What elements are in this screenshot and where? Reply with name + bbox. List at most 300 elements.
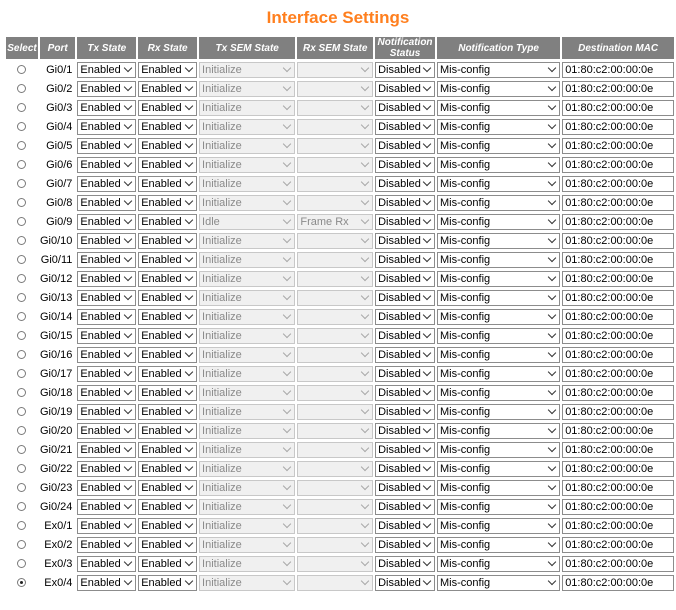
tx-state-select[interactable]	[77, 499, 136, 515]
notification-status-select[interactable]	[375, 537, 435, 553]
rx-state-select[interactable]	[138, 575, 197, 591]
table-row	[6, 498, 674, 515]
tx-state-select[interactable]	[77, 366, 136, 382]
select-radio[interactable]	[17, 521, 26, 530]
notification-status-select[interactable]	[375, 480, 435, 496]
notification-type-select[interactable]	[437, 138, 560, 154]
tx-state-select[interactable]	[77, 518, 136, 534]
rx-state-cell	[138, 536, 197, 553]
tx-state-select[interactable]	[77, 404, 136, 420]
notification-type-select[interactable]	[437, 461, 560, 477]
tx-state-select[interactable]	[77, 100, 136, 116]
chevron-down-icon	[422, 197, 432, 209]
notification-type-select[interactable]	[437, 480, 560, 496]
rx-state-cell	[138, 99, 197, 116]
tx-state-cell	[77, 403, 136, 420]
rx-state-select[interactable]	[138, 138, 197, 154]
destination-mac-cell	[562, 308, 674, 325]
tx-state-select[interactable]	[77, 195, 136, 211]
rx-sem-state-select	[297, 366, 373, 382]
tx-state-select[interactable]	[77, 157, 136, 173]
select-radio[interactable]	[17, 502, 26, 511]
rx-state-select[interactable]	[138, 404, 197, 420]
chevron-down-icon	[360, 235, 370, 247]
rx-state-select[interactable]	[138, 100, 197, 116]
notification-type-select[interactable]	[437, 575, 560, 591]
destination-mac-input[interactable]: 01:80:c2:00:00:0e	[562, 347, 674, 363]
header-rx-state: Rx State	[138, 37, 197, 59]
tx-state-value: Enabled	[80, 272, 121, 285]
tx-state-cell	[77, 441, 136, 458]
rx-sem-state-select	[297, 442, 373, 458]
chevron-down-icon	[184, 368, 194, 380]
notification-type-value: Mis-config	[440, 82, 491, 95]
notification-type-select[interactable]	[437, 309, 560, 325]
page-title: Interface Settings	[266, 8, 410, 27]
tx-state-cell	[77, 80, 136, 97]
chevron-down-icon	[123, 463, 133, 475]
port-label: Gi0/8	[40, 194, 75, 211]
notification-status-select[interactable]	[375, 309, 435, 325]
tx-state-value: Enabled	[80, 63, 121, 76]
destination-mac-input[interactable]: 01:80:c2:00:00:0e	[562, 385, 674, 401]
rx-state-select[interactable]	[138, 480, 197, 496]
destination-mac-input[interactable]: 01:80:c2:00:00:0e	[562, 480, 674, 496]
rx-state-cell	[138, 80, 197, 97]
notification-status-select[interactable]	[375, 385, 435, 401]
destination-mac-cell	[562, 99, 674, 116]
rx-sem-state-select	[297, 81, 373, 97]
select-cell	[6, 479, 38, 496]
notification-status-select[interactable]	[375, 81, 435, 97]
notification-type-cell	[437, 232, 560, 249]
select-radio[interactable]	[17, 65, 26, 74]
notification-status-select[interactable]	[375, 518, 435, 534]
rx-sem-state-cell	[297, 498, 373, 515]
destination-mac-input[interactable]: 01:80:c2:00:00:0e	[562, 195, 674, 211]
table-row	[6, 137, 674, 154]
notification-type-select[interactable]	[437, 518, 560, 534]
notification-type-select[interactable]	[437, 404, 560, 420]
notification-type-select[interactable]	[437, 81, 560, 97]
select-radio[interactable]	[17, 274, 26, 283]
rx-state-select[interactable]	[138, 157, 197, 173]
destination-mac-input[interactable]: 01:80:c2:00:00:0e	[562, 233, 674, 249]
select-radio[interactable]	[17, 217, 26, 226]
notification-type-select[interactable]	[437, 233, 560, 249]
select-radio[interactable]	[17, 464, 26, 473]
notification-status-select[interactable]	[375, 423, 435, 439]
rx-state-select[interactable]	[138, 347, 197, 363]
notification-type-cell	[437, 213, 560, 230]
select-radio[interactable]	[17, 350, 26, 359]
tx-state-select[interactable]	[77, 347, 136, 363]
notification-status-select[interactable]	[375, 252, 435, 268]
notification-type-value: Mis-config	[440, 500, 491, 513]
tx-sem-state-cell	[199, 99, 295, 116]
destination-mac-input[interactable]: 01:80:c2:00:00:0e	[562, 461, 674, 477]
rx-state-select[interactable]	[138, 195, 197, 211]
tx-sem-state-cell	[199, 251, 295, 268]
tx-state-select[interactable]	[77, 328, 136, 344]
tx-state-select[interactable]	[77, 271, 136, 287]
tx-state-cell	[77, 270, 136, 287]
rx-sem-state-cell	[297, 232, 373, 249]
notification-type-cell	[437, 384, 560, 401]
tx-sem-state-cell	[199, 118, 295, 135]
chevron-down-icon	[422, 482, 432, 494]
destination-mac-input[interactable]: 01:80:c2:00:00:0e	[562, 157, 674, 173]
notification-status-value: Disabled	[378, 329, 421, 342]
tx-state-select[interactable]	[77, 176, 136, 192]
notification-status-select[interactable]	[375, 347, 435, 363]
notification-status-select[interactable]	[375, 556, 435, 572]
tx-state-select[interactable]	[77, 442, 136, 458]
rx-state-select[interactable]	[138, 81, 197, 97]
select-radio[interactable]	[17, 426, 26, 435]
rx-state-select[interactable]	[138, 366, 197, 382]
chevron-down-icon	[547, 349, 557, 361]
tx-state-select[interactable]	[77, 214, 136, 230]
select-radio[interactable]	[17, 255, 26, 264]
notification-type-select[interactable]	[437, 499, 560, 515]
rx-state-select[interactable]	[138, 176, 197, 192]
destination-mac-input[interactable]: 01:80:c2:00:00:0e	[562, 62, 674, 78]
select-radio[interactable]	[17, 312, 26, 321]
notification-status-select[interactable]	[375, 233, 435, 249]
tx-state-value: Enabled	[80, 424, 121, 437]
notification-status-cell	[375, 232, 435, 249]
tx-state-select[interactable]	[77, 461, 136, 477]
header-select: Select	[6, 37, 38, 59]
destination-mac-input[interactable]: 01:80:c2:00:00:0e	[562, 309, 674, 325]
notification-status-value: Disabled	[378, 253, 421, 266]
notification-type-select[interactable]	[437, 328, 560, 344]
select-cell	[6, 194, 38, 211]
notification-status-value: Disabled	[378, 139, 421, 152]
notification-status-select[interactable]	[375, 119, 435, 135]
tx-state-cell	[77, 327, 136, 344]
chevron-down-icon	[422, 425, 432, 437]
tx-state-select[interactable]	[77, 119, 136, 135]
chevron-down-icon	[282, 501, 292, 513]
chevron-down-icon	[282, 83, 292, 95]
tx-sem-state-select	[199, 100, 295, 116]
tx-state-cell	[77, 365, 136, 382]
tx-sem-state-select	[199, 271, 295, 287]
rx-sem-state-cell	[297, 574, 373, 591]
notification-status-value: Disabled	[378, 177, 421, 190]
rx-sem-state-select	[297, 271, 373, 287]
chevron-down-icon	[184, 83, 194, 95]
notification-type-cell	[437, 99, 560, 116]
select-radio[interactable]	[17, 198, 26, 207]
destination-mac-input[interactable]: 01:80:c2:00:00:0e	[562, 176, 674, 192]
tx-state-select[interactable]	[77, 62, 136, 78]
destination-mac-input[interactable]: 01:80:c2:00:00:0e	[562, 423, 674, 439]
destination-mac-input[interactable]: 01:80:c2:00:00:0e	[562, 138, 674, 154]
rx-state-select[interactable]	[138, 518, 197, 534]
notification-type-cell	[437, 517, 560, 534]
destination-mac-input[interactable]: 01:80:c2:00:00:0e	[562, 119, 674, 135]
rx-state-select[interactable]	[138, 271, 197, 287]
tx-state-select[interactable]	[77, 252, 136, 268]
chevron-down-icon	[422, 406, 432, 418]
tx-state-value: Enabled	[80, 158, 121, 171]
destination-mac-input[interactable]: 01:80:c2:00:00:0e	[562, 366, 674, 382]
notification-status-select[interactable]	[375, 195, 435, 211]
rx-state-select[interactable]	[138, 537, 197, 553]
rx-state-select[interactable]	[138, 252, 197, 268]
tx-state-value: Enabled	[80, 367, 121, 380]
tx-state-select[interactable]	[77, 537, 136, 553]
notification-status-value: Disabled	[378, 519, 421, 532]
notification-status-select[interactable]	[375, 290, 435, 306]
select-cell	[6, 270, 38, 287]
tx-sem-state-cell	[199, 574, 295, 591]
chevron-down-icon	[360, 216, 370, 228]
destination-mac-input[interactable]: 01:80:c2:00:00:0e	[562, 271, 674, 287]
notification-type-value: Mis-config	[440, 443, 491, 456]
destination-mac-cell	[562, 156, 674, 173]
destination-mac-cell	[562, 460, 674, 477]
rx-state-select[interactable]	[138, 556, 197, 572]
chevron-down-icon	[184, 406, 194, 418]
destination-mac-input[interactable]: 01:80:c2:00:00:0e	[562, 499, 674, 515]
notification-status-select[interactable]	[375, 461, 435, 477]
tx-state-cell	[77, 194, 136, 211]
notification-type-select[interactable]	[437, 290, 560, 306]
rx-state-select[interactable]	[138, 214, 197, 230]
destination-mac-input[interactable]: 01:80:c2:00:00:0e	[562, 404, 674, 420]
notification-type-select[interactable]	[437, 366, 560, 382]
rx-sem-state-select	[297, 461, 373, 477]
select-cell	[6, 327, 38, 344]
select-radio[interactable]	[17, 369, 26, 378]
rx-state-value: Enabled	[141, 443, 182, 456]
rx-state-select[interactable]	[138, 309, 197, 325]
chevron-down-icon	[123, 273, 133, 285]
notification-type-select[interactable]	[437, 119, 560, 135]
tx-state-value: Enabled	[80, 576, 121, 589]
notification-status-select[interactable]	[375, 176, 435, 192]
notification-status-select[interactable]	[375, 62, 435, 78]
notification-type-select[interactable]	[437, 195, 560, 211]
chevron-down-icon	[422, 178, 432, 190]
chevron-down-icon	[422, 273, 432, 285]
destination-mac-cell	[562, 365, 674, 382]
notification-status-select[interactable]	[375, 442, 435, 458]
notification-type-select[interactable]	[437, 442, 560, 458]
tx-state-select[interactable]	[77, 290, 136, 306]
select-radio[interactable]	[17, 293, 26, 302]
notification-status-select[interactable]	[375, 138, 435, 154]
chevron-down-icon	[184, 539, 194, 551]
port-label: Gi0/6	[40, 156, 75, 173]
tx-state-value: Enabled	[80, 462, 121, 475]
port-label: Gi0/4	[40, 118, 75, 135]
notification-status-value: Disabled	[378, 500, 421, 513]
tx-state-select[interactable]	[77, 81, 136, 97]
rx-state-select[interactable]	[138, 423, 197, 439]
tx-state-select[interactable]	[77, 575, 136, 591]
rx-sem-state-cell	[297, 118, 373, 135]
chevron-down-icon	[360, 482, 370, 494]
notification-type-select[interactable]	[437, 176, 560, 192]
rx-state-select[interactable]	[138, 328, 197, 344]
notification-type-select[interactable]	[437, 214, 560, 230]
select-radio[interactable]	[17, 483, 26, 492]
table-row	[6, 536, 674, 553]
select-radio[interactable]	[17, 559, 26, 568]
destination-mac-input[interactable]: 01:80:c2:00:00:0e	[562, 252, 674, 268]
notification-status-cell	[375, 384, 435, 401]
notification-type-select[interactable]	[437, 385, 560, 401]
chevron-down-icon	[184, 235, 194, 247]
destination-mac-input[interactable]: 01:80:c2:00:00:0e	[562, 81, 674, 97]
notification-status-value: Disabled	[378, 158, 421, 171]
tx-sem-state-value: Initialize	[202, 462, 242, 475]
tx-state-value: Enabled	[80, 500, 121, 513]
chevron-down-icon	[360, 254, 370, 266]
rx-state-cell	[138, 308, 197, 325]
tx-sem-state-value: Initialize	[202, 538, 242, 551]
chevron-down-icon	[123, 349, 133, 361]
header-tx-state: Tx State	[77, 37, 136, 59]
destination-mac-input[interactable]: 01:80:c2:00:00:0e	[562, 442, 674, 458]
select-radio[interactable]	[17, 331, 26, 340]
rx-state-select[interactable]	[138, 290, 197, 306]
chevron-down-icon	[422, 520, 432, 532]
rx-sem-state-select	[297, 423, 373, 439]
notification-status-select[interactable]	[375, 499, 435, 515]
rx-state-value: Enabled	[141, 519, 182, 532]
chevron-down-icon	[282, 197, 292, 209]
select-radio[interactable]	[17, 179, 26, 188]
notification-type-select[interactable]	[437, 347, 560, 363]
rx-state-select[interactable]	[138, 233, 197, 249]
notification-type-select[interactable]	[437, 252, 560, 268]
tx-state-cell	[77, 137, 136, 154]
rx-state-select[interactable]	[138, 385, 197, 401]
select-radio[interactable]	[17, 141, 26, 150]
rx-sem-state-select	[297, 62, 373, 78]
select-radio[interactable]	[17, 160, 26, 169]
destination-mac-input[interactable]: 01:80:c2:00:00:0e	[562, 575, 674, 591]
chevron-down-icon	[422, 311, 432, 323]
tx-state-select[interactable]	[77, 138, 136, 154]
select-radio[interactable]	[17, 388, 26, 397]
tx-state-select[interactable]	[77, 480, 136, 496]
notification-status-select[interactable]	[375, 404, 435, 420]
chevron-down-icon	[360, 83, 370, 95]
notification-type-select[interactable]	[437, 62, 560, 78]
notification-status-select[interactable]	[375, 214, 435, 230]
select-radio[interactable]	[17, 578, 26, 587]
chevron-down-icon	[184, 311, 194, 323]
notification-status-value: Disabled	[378, 291, 421, 304]
notification-status-select[interactable]	[375, 157, 435, 173]
notification-type-cell	[437, 536, 560, 553]
notification-type-cell	[437, 289, 560, 306]
rx-sem-state-cell	[297, 61, 373, 78]
rx-sem-state-cell	[297, 99, 373, 116]
table-row	[6, 156, 674, 173]
notification-type-select[interactable]	[437, 271, 560, 287]
destination-mac-input[interactable]: 01:80:c2:00:00:0e	[562, 328, 674, 344]
notification-type-value: Mis-config	[440, 405, 491, 418]
select-radio[interactable]	[17, 122, 26, 131]
select-radio[interactable]	[17, 236, 26, 245]
rx-state-select[interactable]	[138, 119, 197, 135]
tx-state-select[interactable]	[77, 233, 136, 249]
rx-state-select[interactable]	[138, 499, 197, 515]
tx-state-select[interactable]	[77, 556, 136, 572]
tx-state-cell	[77, 536, 136, 553]
tx-state-select[interactable]	[77, 423, 136, 439]
tx-sem-state-value: Initialize	[202, 557, 242, 570]
select-cell	[6, 232, 38, 249]
rx-state-select[interactable]	[138, 62, 197, 78]
destination-mac-input[interactable]: 01:80:c2:00:00:0e	[562, 518, 674, 534]
tx-state-select[interactable]	[77, 385, 136, 401]
tx-state-value: Enabled	[80, 519, 121, 532]
rx-state-cell	[138, 498, 197, 515]
tx-state-select[interactable]	[77, 309, 136, 325]
header-tx-sem-state: Tx SEM State	[199, 37, 295, 59]
notification-type-select[interactable]	[437, 157, 560, 173]
notification-type-select[interactable]	[437, 423, 560, 439]
notification-type-value: Mis-config	[440, 481, 491, 494]
destination-mac-input[interactable]: 01:80:c2:00:00:0e	[562, 556, 674, 572]
destination-mac-input[interactable]: 01:80:c2:00:00:0e	[562, 214, 674, 230]
destination-mac-input[interactable]: 01:80:c2:00:00:0e	[562, 537, 674, 553]
notification-status-select[interactable]	[375, 366, 435, 382]
notification-status-select[interactable]	[375, 575, 435, 591]
select-radio[interactable]	[17, 84, 26, 93]
notification-status-select[interactable]	[375, 271, 435, 287]
notification-status-select[interactable]	[375, 328, 435, 344]
destination-mac-input[interactable]: 01:80:c2:00:00:0e	[562, 100, 674, 116]
tx-state-cell	[77, 460, 136, 477]
notification-type-select[interactable]	[437, 556, 560, 572]
select-radio[interactable]	[17, 103, 26, 112]
chevron-down-icon	[282, 254, 292, 266]
rx-state-select[interactable]	[138, 461, 197, 477]
notification-status-cell	[375, 118, 435, 135]
notification-type-value: Mis-config	[440, 177, 491, 190]
chevron-down-icon	[547, 121, 557, 133]
chevron-down-icon	[360, 273, 370, 285]
tx-sem-state-select	[199, 157, 295, 173]
select-radio[interactable]	[17, 445, 26, 454]
select-cell	[6, 308, 38, 325]
destination-mac-input[interactable]: 01:80:c2:00:00:0e	[562, 290, 674, 306]
rx-state-cell	[138, 441, 197, 458]
notification-status-select[interactable]	[375, 100, 435, 116]
header-rx-sem-state: Rx SEM State	[297, 37, 373, 59]
chevron-down-icon	[123, 235, 133, 247]
tx-sem-state-cell	[199, 61, 295, 78]
chevron-down-icon	[360, 444, 370, 456]
notification-type-select[interactable]	[437, 537, 560, 553]
select-radio[interactable]	[17, 407, 26, 416]
select-radio[interactable]	[17, 540, 26, 549]
rx-sem-state-select	[297, 385, 373, 401]
rx-state-select[interactable]	[138, 442, 197, 458]
tx-state-value: Enabled	[80, 234, 121, 247]
notification-type-select[interactable]	[437, 100, 560, 116]
